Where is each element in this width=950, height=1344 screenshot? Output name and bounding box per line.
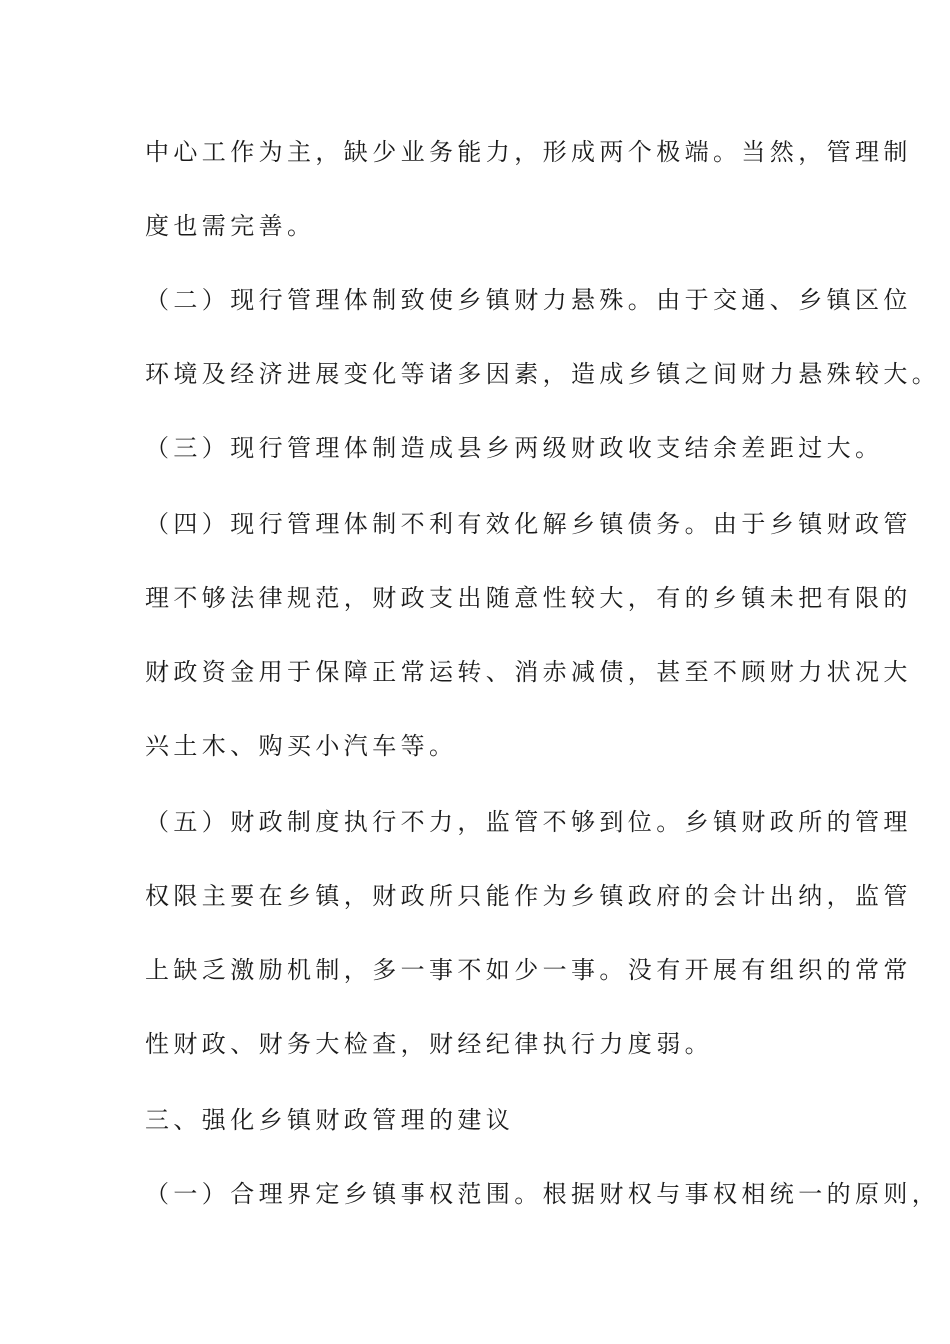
text-line: （二）现行管理体制致使乡镇财力悬殊。由于交通、乡镇区位: [145, 286, 912, 314]
section-heading: 三、强化乡镇财政管理的建议: [145, 1106, 515, 1134]
text-line: （四）现行管理体制不利有效化解乡镇债务。由于乡镇财政管: [145, 510, 912, 538]
text-line: 理不够法律规范，财政支出随意性较大，有的乡镇未把有限的: [145, 584, 912, 612]
text-line: （一）合理界定乡镇事权范围。根据财权与事权相统一的原则，: [145, 1180, 941, 1208]
text-line: 兴土木、购买小汽车等。: [145, 732, 458, 760]
text-line: （三）现行管理体制造成县乡两级财政收支结余差距过大。: [145, 434, 884, 462]
text-line: 财政资金用于保障正常运转、消赤减债，甚至不顾财力状况大: [145, 658, 912, 686]
text-line: 中心工作为主，缺少业务能力，形成两个极端。当然，管理制: [145, 138, 912, 166]
text-line: 环境及经济进展变化等诸多因素，造成乡镇之间财力悬殊较大。: [145, 360, 941, 388]
text-line: 权限主要在乡镇，财政所只能作为乡镇政府的会计出纳，监管: [145, 882, 912, 910]
text-line: 上缺乏激励机制，多一事不如少一事。没有开展有组织的常常: [145, 956, 912, 984]
text-line: （五）财政制度执行不力，监管不够到位。乡镇财政所的管理: [145, 808, 912, 836]
text-line: 性财政、财务大检查，财经纪律执行力度弱。: [145, 1030, 713, 1058]
text-line: 度也需完善。: [145, 212, 316, 240]
